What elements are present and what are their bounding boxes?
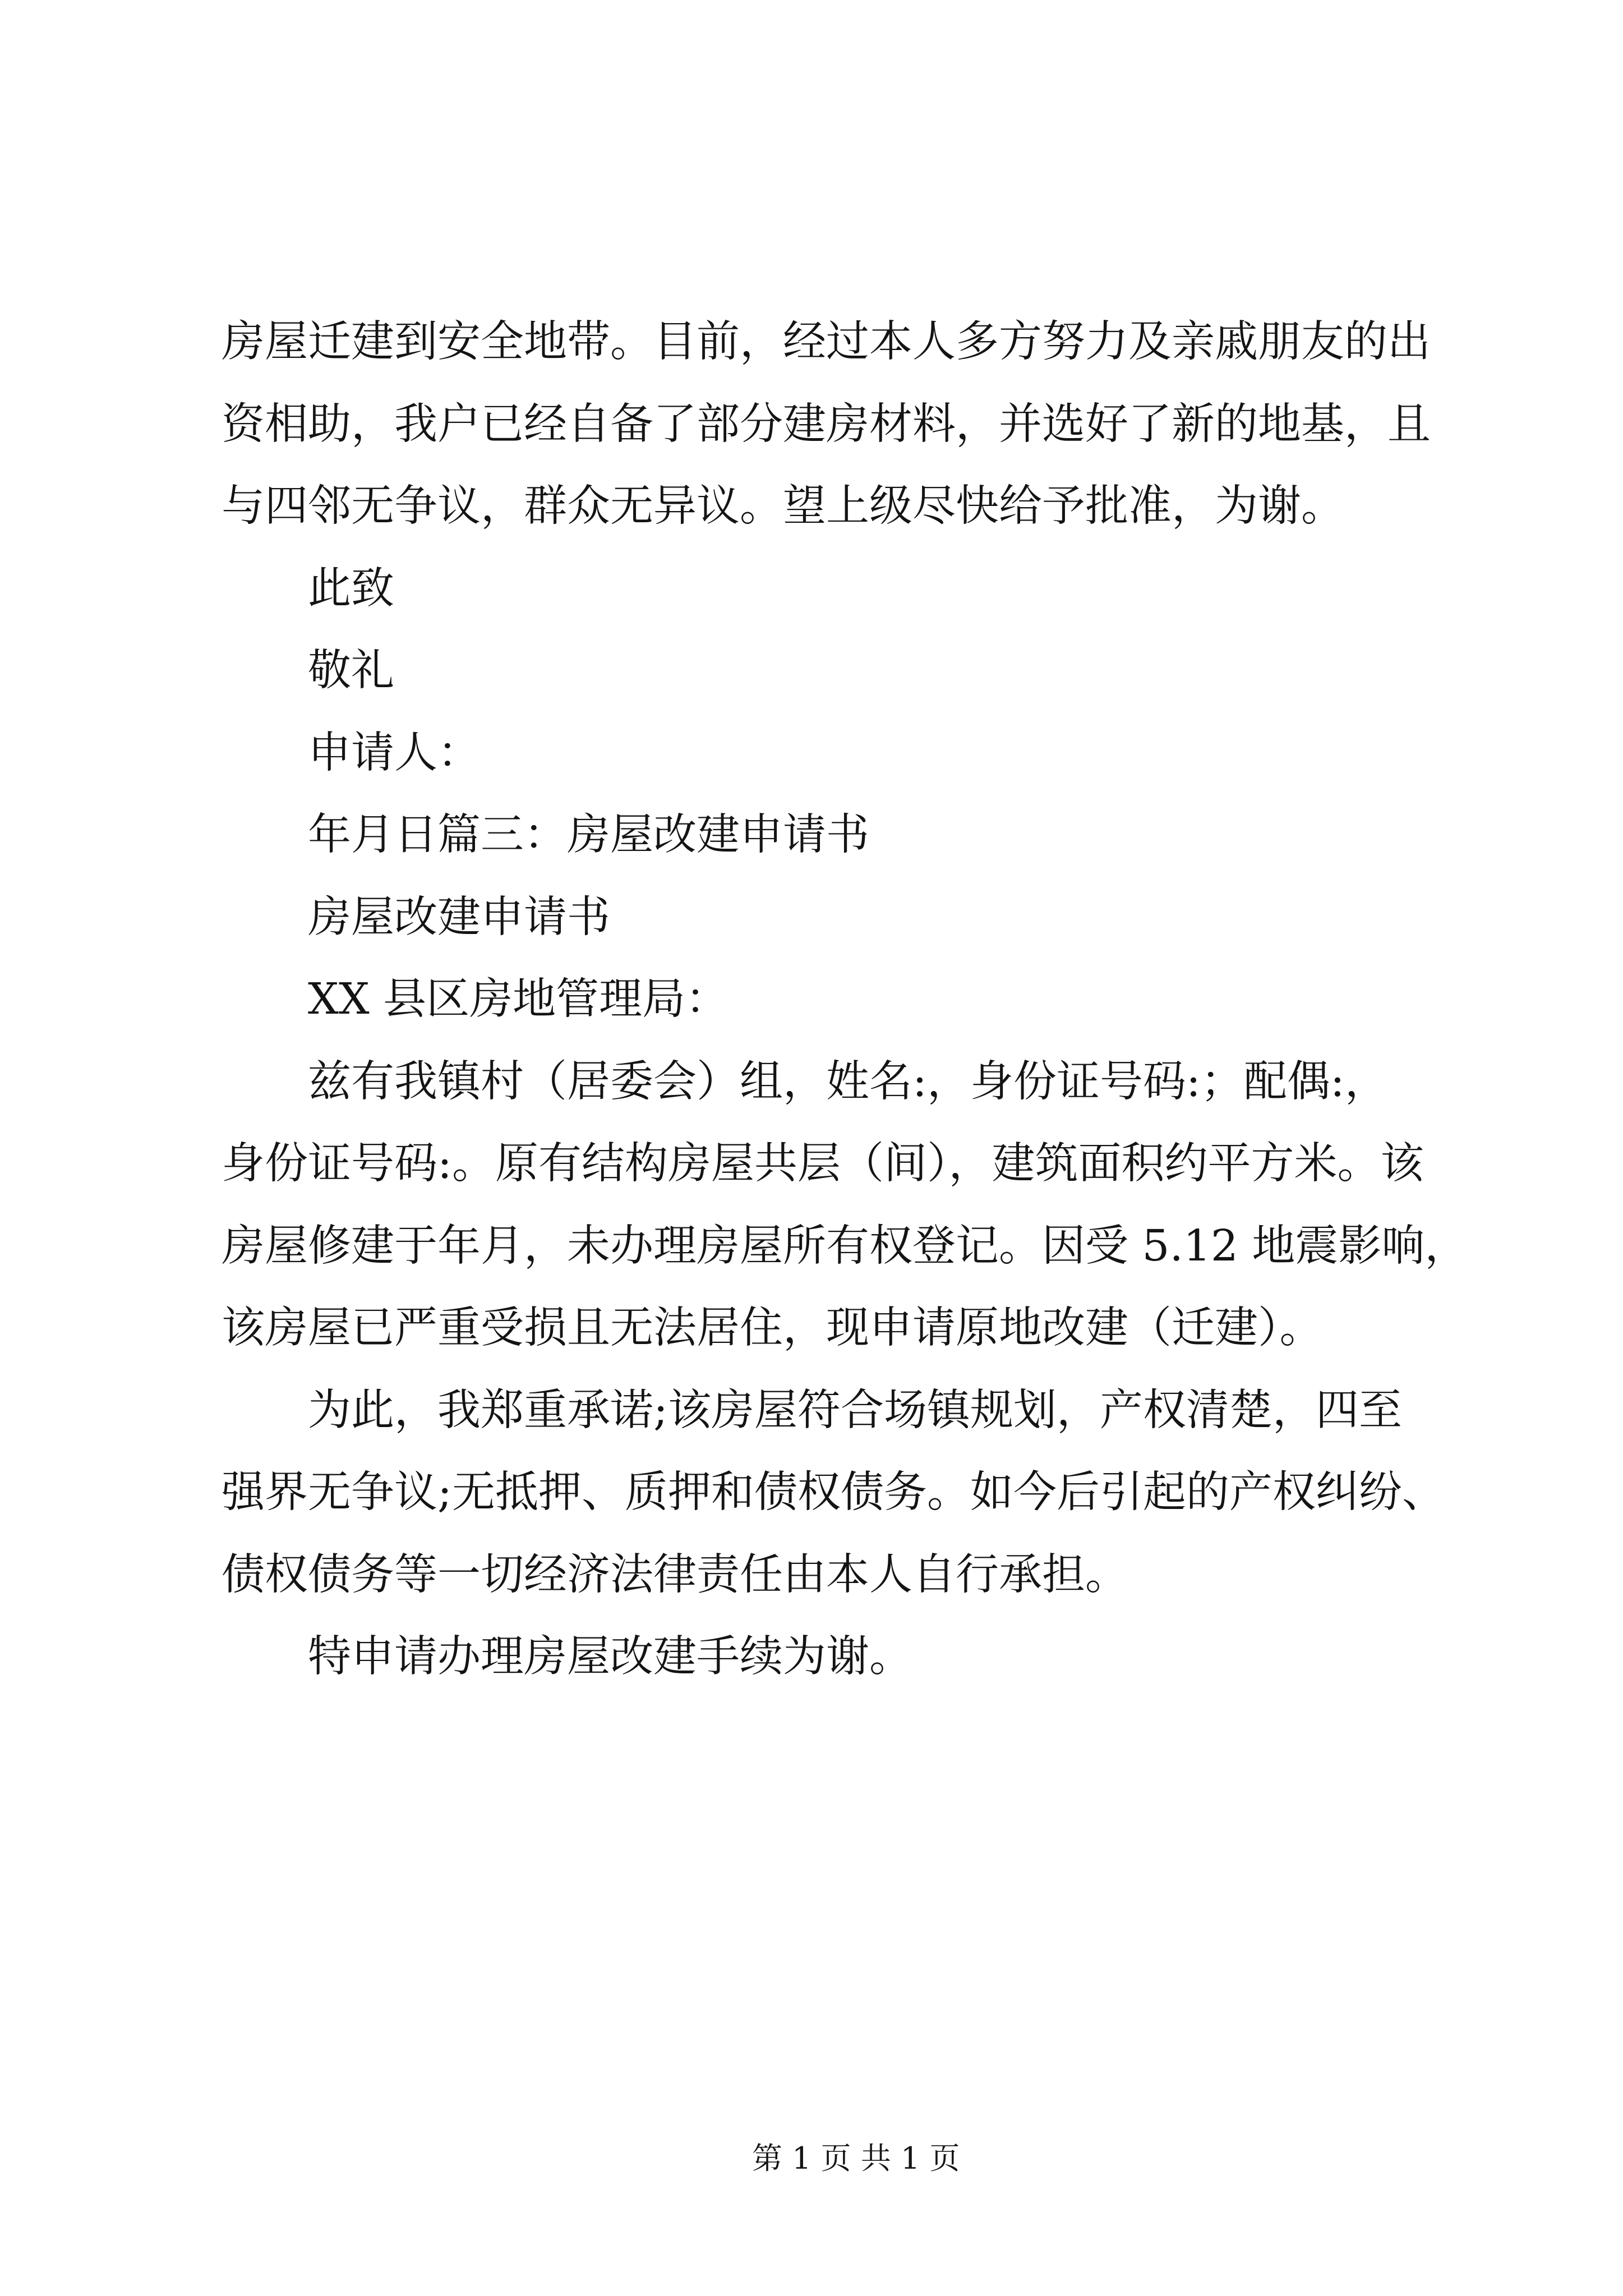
page-number-footer: 第 1 页 共 1 页 xyxy=(752,2141,960,2176)
body-line: 房屋修建于年月，未办理房屋所有权登记。因受 5.12 地震影响， xyxy=(222,1221,1468,1271)
body-line: 特申请办理房屋改建手续为谢。 xyxy=(308,1632,912,1682)
body-line: 与四邻无争议，群众无异议。望上级尽快给予批准，为谢。 xyxy=(222,481,1344,531)
body-line: 该房屋已严重受损且无法居住，现申请原地改建（迁建）。 xyxy=(222,1303,1323,1353)
body-line: 债权债务等一切经济法律责任由本人自行承担。 xyxy=(222,1549,1128,1600)
closing-salutation: 此致 xyxy=(308,563,394,614)
date-and-section-heading: 年月日篇三：房屋改建申请书 xyxy=(308,810,869,860)
document-body xyxy=(222,301,1483,1699)
body-line: 兹有我镇村（居委会）组，姓名:，身份证号码:；配偶:， xyxy=(308,1056,1388,1107)
document-title: 房屋改建申请书 xyxy=(308,892,610,942)
body-line: 强界无争议;无抵押、质押和债权债务。如今后引起的产权纠纷、 xyxy=(222,1467,1445,1517)
addressee: XX 县区房地管理局： xyxy=(308,974,729,1024)
body-line: 资相助，我户已经自备了部分建房材料，并选好了新的地基，且 xyxy=(222,399,1431,449)
body-line: 身份证号码:。原有结构房屋共层（间），建筑面积约平方米。该 xyxy=(222,1139,1424,1189)
body-line: 房屋迁建到安全地带。目前，经过本人多方努力及亲戚朋友的出 xyxy=(222,317,1431,367)
body-line: 为此，我郑重承诺;该房屋符合场镇规划，产权清楚，四至 xyxy=(308,1385,1402,1435)
applicant-label: 申请人： xyxy=(308,728,481,778)
closing-respect: 敬礼 xyxy=(308,646,394,696)
